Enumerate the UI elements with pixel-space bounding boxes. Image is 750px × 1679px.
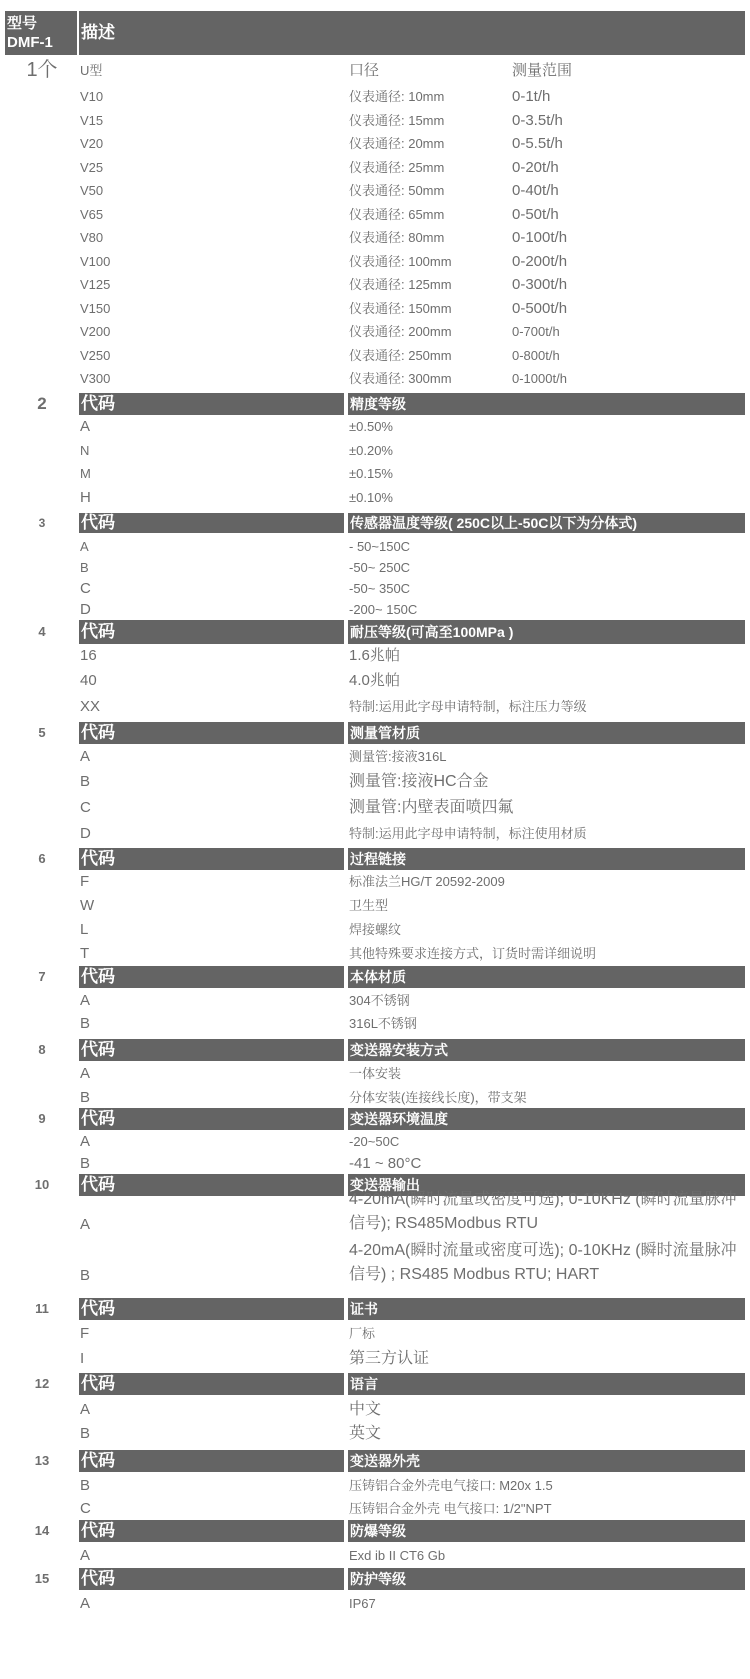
section-title: 过程链接 — [348, 848, 745, 870]
option-description: -50~ 350C — [349, 581, 411, 596]
option-code: 16 — [80, 647, 97, 664]
option-code: D — [80, 825, 91, 842]
option-code: B — [80, 1155, 91, 1172]
option-description: ±0.50% — [349, 419, 393, 434]
section-title: 防爆等级 — [348, 1520, 745, 1542]
option-code: A — [80, 539, 89, 554]
section-number: 6 — [38, 851, 46, 866]
option-description: ±0.15% — [349, 466, 393, 481]
option-description: 304不锈钢 — [349, 993, 410, 1008]
section-number: 7 — [38, 969, 46, 984]
option-code: A — [80, 1065, 91, 1082]
option-description: IP67 — [349, 1596, 376, 1611]
size-code: V65 — [80, 206, 104, 222]
option-description: 4-20mA(瞬时流量或密度可选); 0-10KHz (瞬时流量脉冲信号) ; RS485 Modbus RTU; HART — [349, 1242, 737, 1283]
option-code: C — [80, 1500, 91, 1517]
size-code: V10 — [80, 89, 104, 104]
option-description: 焊接螺纹 — [349, 922, 402, 937]
option-code: M — [80, 466, 91, 481]
section-number: 13 — [34, 1453, 50, 1468]
section-title: 传感器温度等级( 250C以上-50C以下为分体式) — [348, 513, 745, 533]
option-description: 一体安装 — [349, 1066, 402, 1081]
section-title: 防护等级 — [348, 1568, 745, 1590]
range-value: 0-100t/h — [512, 229, 568, 246]
bore-value: 仪表通径: 125mm — [349, 277, 452, 292]
range-value: 0-200t/h — [512, 252, 568, 270]
range-value: 0-1t/h — [512, 88, 551, 105]
option-code: W — [80, 897, 95, 914]
bore-value: 仪表通径: 10mm — [349, 89, 445, 104]
section-number: 8 — [38, 1042, 46, 1057]
option-description: 特制:运用此字母申请特制，标注压力等级 — [349, 699, 587, 714]
option-code: B — [80, 773, 91, 790]
size-code: V15 — [80, 112, 104, 128]
option-code: B — [80, 1267, 91, 1284]
code-header: 代码 — [79, 1039, 344, 1061]
option-description: -50~ 250C — [349, 560, 411, 575]
section-title: 变送器环境温度 — [348, 1108, 745, 1130]
section-number: 4 — [38, 624, 46, 639]
option-description: 分体安装(连接线长度)，带支架 — [349, 1090, 527, 1105]
option-code: 40 — [80, 672, 97, 689]
bore-value: 仪表通径: 15mm — [349, 112, 445, 128]
section-number: 2 — [37, 394, 47, 413]
model-label: 型号 — [7, 15, 38, 32]
code-header: 代码 — [79, 1568, 344, 1590]
size-code: V150 — [80, 300, 111, 316]
section-number: 14 — [34, 1523, 50, 1538]
code-header: 代码 — [79, 393, 344, 415]
bore-value: 仪表通径: 250mm — [349, 347, 452, 363]
option-code: A — [80, 748, 91, 765]
code-header: 代码 — [79, 513, 344, 533]
bore-value: 仪表通径: 20mm — [349, 136, 445, 151]
option-description: -20~50C — [349, 1134, 400, 1149]
option-code: N — [80, 443, 90, 458]
option-code: B — [80, 560, 89, 575]
code-header: 代码 — [79, 966, 344, 988]
section-number: 12 — [34, 1376, 50, 1391]
code-header: 代码 — [79, 722, 344, 744]
bore-value: 仪表通径: 50mm — [349, 183, 445, 198]
size-code: V20 — [80, 136, 104, 151]
option-code: I — [80, 1350, 85, 1367]
option-description: 测量管:内壁表面喷四氟 — [349, 799, 514, 816]
size-code: V200 — [80, 324, 111, 339]
bore-heading: 口径 — [349, 62, 380, 79]
code-header: 代码 — [79, 1298, 344, 1320]
code-header: 代码 — [79, 620, 344, 644]
code-header: 代码 — [79, 1520, 344, 1542]
section-number: 15 — [34, 1571, 50, 1586]
size-code: V300 — [80, 371, 111, 386]
bore-value: 仪表通径: 150mm — [349, 300, 452, 316]
size-code: V25 — [80, 159, 104, 175]
section-title: 证书 — [348, 1298, 745, 1320]
section-title: 本体材质 — [348, 966, 745, 988]
range-value: 0-20t/h — [512, 158, 559, 176]
option-description: 1.6兆帕 — [349, 647, 400, 664]
range-value: 0-40t/h — [512, 182, 559, 199]
section-number: 10 — [34, 1177, 50, 1192]
option-description: -41 ~ 80°C — [349, 1155, 422, 1172]
bore-value: 仪表通径: 80mm — [349, 230, 445, 245]
type-heading: U型 — [80, 63, 103, 78]
bore-value: 仪表通径: 25mm — [349, 159, 445, 175]
size-code: V125 — [80, 277, 111, 292]
code-header: 代码 — [79, 1108, 344, 1130]
section-number: 9 — [38, 1111, 46, 1126]
option-code: F — [80, 1325, 90, 1342]
section-number: 3 — [38, 516, 46, 530]
option-description: 卫生型 — [349, 898, 389, 913]
option-description: 厂标 — [349, 1326, 376, 1341]
size-code: V50 — [80, 183, 104, 198]
option-description: 测量管:接液HC合金 — [349, 773, 489, 790]
option-description: 特制:运用此字母申请特制，标注使用材质 — [349, 826, 587, 841]
option-description: 压铸铝合金外壳电气接口: M20x 1.5 — [349, 1478, 553, 1493]
option-code: A — [80, 1133, 91, 1150]
option-description: 316L不锈钢 — [349, 1016, 417, 1031]
option-code: C — [80, 799, 91, 816]
option-code: B — [80, 1015, 91, 1032]
option-code: B — [80, 1089, 91, 1106]
option-description: 4.0兆帕 — [349, 672, 400, 689]
range-value: 0-500t/h — [512, 299, 568, 317]
section-title: 变送器外壳 — [348, 1450, 745, 1472]
option-code: T — [80, 945, 90, 962]
section-title: 耐压等级(可高至100MPa ) — [348, 620, 745, 644]
size-code: V80 — [80, 230, 104, 245]
option-description: 第三方认证 — [349, 1350, 430, 1367]
option-description: 4-20mA(瞬时流量或密度可选); 0-10KHz (瞬时流量脉冲信号); RS485Modbus RTU — [349, 1191, 737, 1232]
option-description: 测量管:接液316L — [349, 749, 447, 764]
option-code: A — [80, 418, 91, 435]
section-title: 语言 — [348, 1373, 745, 1395]
range-heading: 测量范围 — [512, 62, 573, 79]
option-description: 其他特殊要求连接方式，订货时需详细说明 — [349, 946, 597, 961]
option-description: 中文 — [349, 1401, 382, 1418]
section-number: 1个 — [26, 59, 58, 81]
code-header: 代码 — [79, 848, 344, 870]
option-code: A — [80, 1216, 91, 1233]
section-title: 测量管材质 — [348, 722, 745, 744]
range-value: 0-300t/h — [512, 276, 568, 293]
range-value: 0-700t/h — [512, 324, 560, 339]
code-header: 代码 — [79, 1174, 344, 1196]
code-header: 代码 — [79, 1450, 344, 1472]
section-title: 变送器安装方式 — [348, 1039, 745, 1061]
option-code: F — [80, 873, 90, 890]
range-value: 0-800t/h — [512, 347, 560, 363]
option-code: A — [80, 1401, 91, 1418]
bore-value: 仪表通径: 65mm — [349, 206, 445, 222]
option-code: L — [80, 921, 89, 938]
range-value: 0-50t/h — [512, 205, 559, 223]
model-value: DMF-1 — [7, 34, 53, 51]
option-code: XX — [80, 698, 101, 715]
section-title: 精度等级 — [348, 393, 745, 415]
bore-value: 仪表通径: 300mm — [349, 371, 452, 386]
option-code: A — [80, 1547, 91, 1564]
description-header-cell: 描述 — [79, 11, 745, 55]
bore-value: 仪表通径: 100mm — [349, 253, 452, 269]
option-description: -200~ 150C — [349, 602, 418, 617]
range-value: 0-3.5t/h — [512, 111, 563, 129]
option-description: Exd ib II CT6 Gb — [349, 1548, 446, 1563]
option-code: D — [80, 601, 91, 618]
option-code: A — [80, 1595, 91, 1612]
option-code: A — [80, 992, 91, 1009]
code-header: 代码 — [79, 1373, 344, 1395]
size-code: V100 — [80, 253, 111, 269]
option-code: C — [80, 580, 91, 597]
section-title: 变送器输出 — [348, 1174, 745, 1196]
option-code: H — [80, 489, 91, 506]
range-value: 0-1000t/h — [512, 371, 567, 386]
option-code: B — [80, 1477, 91, 1494]
section-number: 11 — [35, 1301, 49, 1316]
option-description: - 50~150C — [349, 539, 411, 554]
range-value: 0-5.5t/h — [512, 135, 563, 152]
option-description: ±0.10% — [349, 490, 393, 505]
section-number: 5 — [38, 725, 46, 740]
option-code: B — [80, 1425, 91, 1442]
option-description: ±0.20% — [349, 443, 393, 458]
option-description: 英文 — [349, 1425, 382, 1442]
bore-value: 仪表通径: 200mm — [349, 324, 452, 339]
model-header-cell — [5, 11, 77, 55]
option-description: 压铸铝合金外壳 电气接口: 1/2"NPT — [349, 1501, 552, 1516]
option-description: 标准法兰HG/T 20592-2009 — [349, 874, 505, 889]
size-code: V250 — [80, 347, 111, 363]
